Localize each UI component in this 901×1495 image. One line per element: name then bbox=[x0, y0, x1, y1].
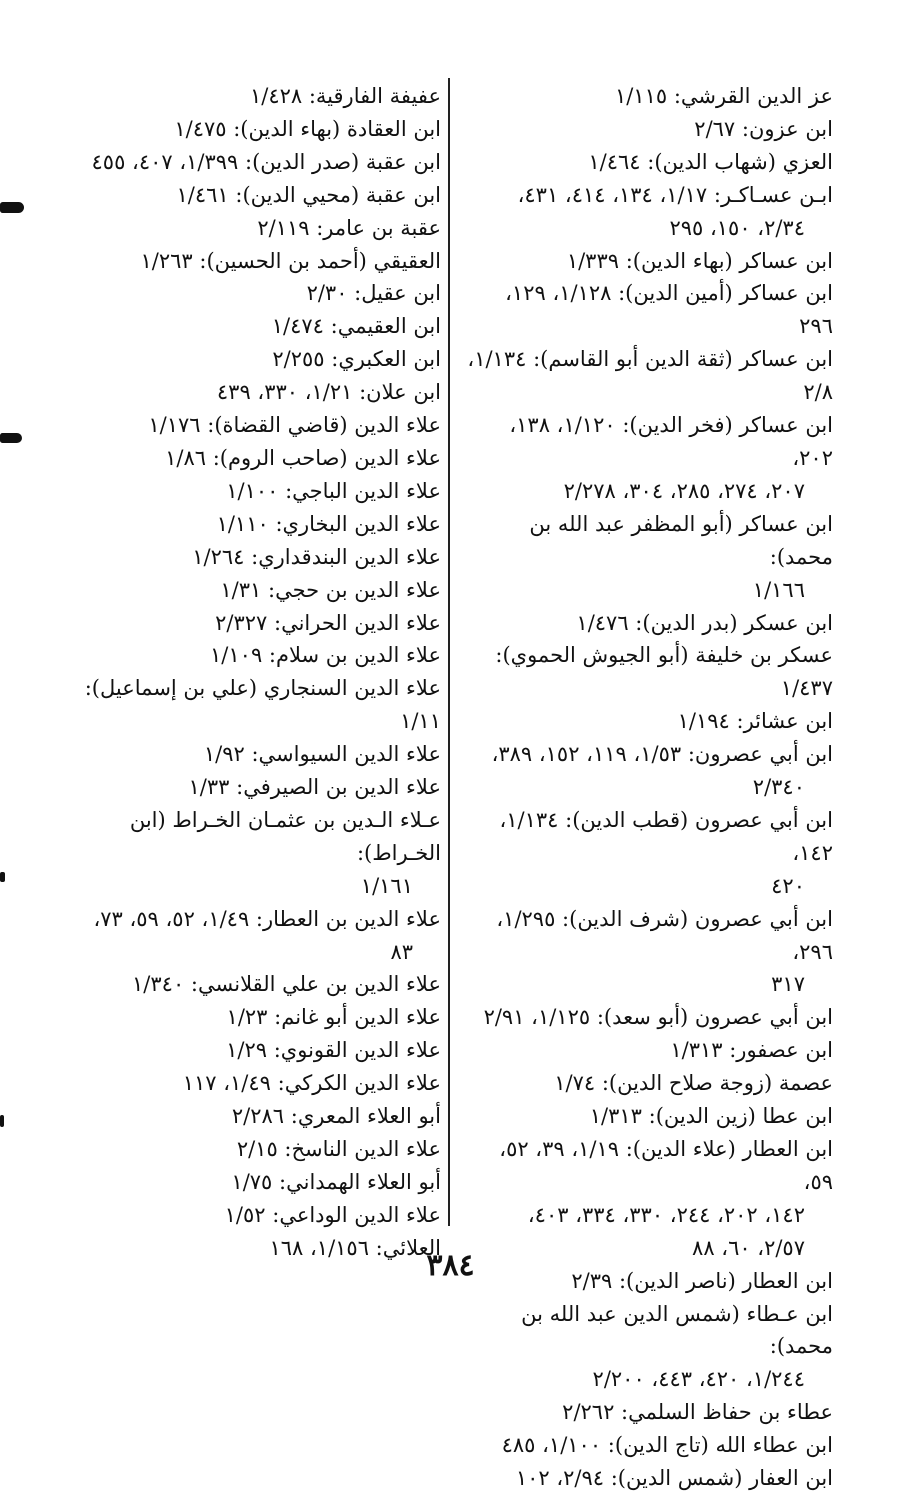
index-entry-text: العلائي: ١/١٥٦، ١٦٨ bbox=[269, 1235, 441, 1260]
index-entry bbox=[465, 409, 833, 508]
index-entry-text: علاء الدين الحراني: ٢/٣٢٧ bbox=[215, 610, 441, 635]
index-entry-text: ابن العطار (علاء الدين): ١/١٩، ٣٩، ٥٢، ٥٩، bbox=[499, 1137, 833, 1194]
index-entry bbox=[76, 771, 441, 804]
index-entry bbox=[76, 310, 441, 343]
index-entry bbox=[76, 541, 441, 574]
index-entry-text: ابن عقبة (محيي الدين): ١/٤٦١ bbox=[176, 182, 441, 207]
index-entry-text: ابن علان: ١/٢١، ٣٣٠، ٤٣٩ bbox=[216, 380, 441, 405]
index-entry-continuation: ١/٢٤٤، ٤٢٠، ٤٤٣، ٢/٢٠٠ bbox=[592, 1367, 805, 1392]
index-entry-text: علاء الدين الباجي: ١/١٠٠ bbox=[226, 478, 441, 503]
index-entry-text: ابن عساكر (أمين الدين): ١/١٢٨، ١٢٩، ٢٩٦ bbox=[505, 281, 833, 339]
index-entry-text: علاء الدين (صاحب الروم): ١/٨٦ bbox=[165, 445, 441, 470]
scan-mark bbox=[0, 872, 5, 882]
index-entry bbox=[465, 903, 833, 1002]
index-entry bbox=[465, 705, 833, 738]
index-entry-text: علاء الدين السنجاري (علي بن إسماعيل): ١/١١ bbox=[84, 676, 441, 734]
index-entry-text: أبو العلاء المعري: ٢/٢٨٦ bbox=[231, 1104, 441, 1129]
index-entry bbox=[76, 277, 441, 310]
index-entry bbox=[465, 277, 833, 343]
scan-mark bbox=[0, 202, 24, 213]
scan-mark bbox=[0, 433, 22, 443]
index-entry bbox=[465, 1462, 833, 1495]
index-entry-text: علاء الدين بن علي القلانسي: ١/٣٤٠ bbox=[132, 972, 441, 997]
column-divider bbox=[448, 78, 450, 1226]
index-entry bbox=[76, 212, 441, 245]
index-entry-text: أبو العلاء الهمداني: ١/٧٥ bbox=[231, 1169, 441, 1194]
index-entry-continuation: ٢٠٧، ٢٧٤، ٢٨٥، ٣٠٤، ٢/٢٧٨ bbox=[563, 478, 805, 503]
index-entry-text: ابن العطار (ناصر الدين): ٢/٣٩ bbox=[571, 1268, 833, 1293]
index-entry bbox=[465, 639, 833, 705]
index-entry-text: العقيقي (أحمد بن الحسين): ١/٢٦٣ bbox=[140, 248, 441, 273]
index-entry bbox=[76, 80, 441, 113]
index-entry-text: عقبة بن عامر: ٢/١١٩ bbox=[257, 215, 441, 240]
index-entry bbox=[76, 738, 441, 771]
index-entry-continuation: ٢/٣٤٠ bbox=[752, 775, 805, 800]
index-entry bbox=[76, 475, 441, 508]
index-entry bbox=[76, 903, 441, 969]
index-entry bbox=[76, 1100, 441, 1133]
index-entry bbox=[465, 1429, 833, 1462]
index-entry bbox=[465, 1100, 833, 1133]
index-entry bbox=[76, 376, 441, 409]
index-entry bbox=[465, 1133, 833, 1265]
index-entry-continuation: ٣١٧ bbox=[771, 972, 805, 997]
scan-mark bbox=[0, 1115, 4, 1127]
index-entry-text: ابن عطا (زين الدين): ١/٣١٣ bbox=[589, 1104, 833, 1129]
index-entry-text: ابن عزون: ٢/٦٧ bbox=[694, 116, 833, 141]
index-entry bbox=[76, 113, 441, 146]
index-entry-text: علاء الدين الوداعي: ١/٥٢ bbox=[224, 1202, 441, 1227]
index-entry bbox=[465, 1067, 833, 1100]
index-entry bbox=[76, 1034, 441, 1067]
index-entry-text: ابن عساكر (ثقة الدين أبو القاسم): ١/١٣٤، ٢/٨ bbox=[467, 347, 833, 405]
index-entry-text: ابن عشائر: ١/١٩٤ bbox=[677, 709, 833, 734]
index-entry bbox=[76, 409, 441, 442]
index-entry-text: ابن عساكر (أبو المظفر عبد الله بن محمد): bbox=[529, 511, 833, 569]
index-entry-text: علاء الدين القونوي: ١/٢٩ bbox=[226, 1038, 441, 1063]
index-entry bbox=[465, 1298, 833, 1397]
index-entry-text: ابن عـطاء (شمس الدين عبد الله بن محمد): bbox=[521, 1301, 833, 1359]
index-entry-text: ابن عسكر (بدر الدين): ١/٤٧٦ bbox=[576, 610, 833, 635]
index-entry-text: ابن عقيل: ٢/٣٠ bbox=[306, 281, 441, 306]
index-entry-text: ابن العقيمي: ١/٤٧٤ bbox=[271, 314, 441, 339]
index-entry-text: علاء الدين بن العطار: ١/٤٩، ٥٢، ٥٩، ٧٣، bbox=[93, 906, 441, 931]
index-entry-continuation: ١٤٢، ٢٠٢، ٢٤٤، ٣٣٠، ٣٣٤، ٤٠٣، bbox=[527, 1202, 805, 1227]
index-entry-text: علاء الدين (قاضي القضاة): ١/١٧٦ bbox=[148, 413, 441, 438]
index-entry-continuation: ٤٢٠ bbox=[771, 873, 805, 898]
index-entry bbox=[76, 442, 441, 475]
index-entry-text: علاء الدين بن الصيرفي: ١/٣٣ bbox=[188, 775, 441, 800]
index-entry-text: ابن عقبة (صدر الدين): ١/٣٩٩، ٤٠٧، ٤٥٥ bbox=[91, 149, 441, 174]
index-entry bbox=[76, 639, 441, 672]
index-entry bbox=[76, 607, 441, 640]
index-entry-continuation: ١/١٦١ bbox=[360, 873, 413, 898]
index-entry-text: علاء الدين الناسخ: ٢/١٥ bbox=[236, 1137, 441, 1161]
index-entry-continuation: ٨٣ bbox=[390, 939, 413, 964]
index-entry-text: عصمة (زوجة صلاح الدين): ١/٧٤ bbox=[554, 1071, 833, 1096]
index-entry bbox=[465, 179, 833, 245]
index-entry bbox=[465, 343, 833, 409]
index-entry-text: ابن عساكر (فخر الدين): ١/١٢٠، ١٣٨، ٢٠٢، bbox=[509, 413, 833, 470]
index-entry-text: ابن أبي عصرون (قطب الدين): ١/١٣٤، ١٤٢، bbox=[499, 807, 833, 865]
index-entry-text: عز الدين القرشي: ١/١١٥ bbox=[614, 84, 833, 108]
index-entry bbox=[465, 80, 833, 113]
index-entry bbox=[465, 1001, 833, 1034]
index-entry bbox=[465, 113, 833, 146]
index-entry bbox=[465, 1396, 833, 1429]
index-entry bbox=[465, 508, 833, 607]
index-entry-text: ابـن عسـاكـر: ١/١٧، ١٣٤، ٤١٤، ٤٣١، bbox=[517, 182, 833, 207]
page-number: ٣٨٤ bbox=[426, 1248, 475, 1283]
index-entry bbox=[76, 179, 441, 212]
index-entry-text: ابن عطاء الله (تاج الدين): ١/١٠٠، ٤٨٥ bbox=[501, 1433, 833, 1458]
index-entry-continuation: ١/١٦٦ bbox=[752, 577, 805, 602]
index-entry bbox=[76, 1067, 441, 1100]
index-entry-text: علاء الدين البخاري: ١/١١٠ bbox=[216, 511, 441, 536]
index-entry-text: عطاء بن حفاظ السلمي: ٢/٢٦٢ bbox=[562, 1400, 833, 1425]
index-entry bbox=[465, 245, 833, 278]
index-column-left bbox=[76, 80, 441, 1265]
index-entry-text: عـلاء الـدين بن عثمـان الخـراط (ابن الخـراط): bbox=[129, 807, 441, 865]
index-entry-text: ابن أبي عصرون: ١/٥٣، ١١٩، ١٥٢، ٣٨٩، bbox=[491, 742, 833, 767]
index-entry-text: ابن عساكر (بهاء الدين): ١/٣٣٩ bbox=[566, 248, 833, 273]
index-entry-text: عفيفة الفارقية: ١/٤٢٨ bbox=[249, 84, 441, 108]
index-entry bbox=[76, 672, 441, 738]
index-entry-text: ابن العفار (شمس الدين): ٢/٩٤، ١٠٢ bbox=[515, 1466, 833, 1491]
index-entry bbox=[76, 1001, 441, 1034]
index-entry bbox=[76, 968, 441, 1001]
index-entry bbox=[76, 146, 441, 179]
index-entry-continuation: ٢/٥٧، ٦٠، ٨٨ bbox=[692, 1235, 805, 1260]
index-entry-text: ابن عصفور: ١/٣١٣ bbox=[670, 1038, 833, 1063]
index-entry bbox=[76, 804, 441, 903]
index-entry-text: ابن العكبري: ٢/٢٥٥ bbox=[272, 347, 441, 372]
index-entry-text: علاء الدين بن حجي: ١/٣١ bbox=[220, 577, 441, 602]
index-entry bbox=[76, 245, 441, 278]
index-entry-text: علاء الدين الكركي: ١/٤٩، ١١٧ bbox=[182, 1071, 441, 1096]
index-entry bbox=[76, 343, 441, 376]
index-entry bbox=[465, 1034, 833, 1067]
index-entry-text: ابن أبي عصرون (أبو سعد): ١/١٢٥، ٢/٩١ bbox=[483, 1005, 833, 1030]
index-entry bbox=[76, 1133, 441, 1166]
index-entry-text: علاء الدين أبو غانم: ١/٢٣ bbox=[226, 1005, 441, 1030]
index-entry bbox=[465, 804, 833, 903]
index-entry bbox=[465, 607, 833, 640]
index-entry bbox=[76, 1166, 441, 1199]
index-entry-text: العزي (شهاب الدين): ١/٤٦٤ bbox=[588, 149, 833, 174]
index-entry-text: ابن العقادة (بهاء الدين): ١/٤٧٥ bbox=[174, 116, 441, 141]
index-entry-continuation: ٢/٣٤، ١٥٠، ٢٩٥ bbox=[669, 215, 805, 240]
index-entry-text: عسكر بن خليفة (أبو الجيوش الحموي): ١/٤٣٧ bbox=[495, 643, 833, 701]
index-entry-text: ابن أبي عصرون (شرف الدين): ١/٢٩٥، ٢٩٦، bbox=[496, 906, 833, 964]
index-entry-text: علاء الدين السيواسي: ١/٩٢ bbox=[203, 742, 441, 767]
index-entry bbox=[465, 146, 833, 179]
index-entry-text: علاء الدين بن سلام: ١/١٠٩ bbox=[210, 643, 441, 668]
index-entry bbox=[76, 508, 441, 541]
index-entry bbox=[465, 738, 833, 804]
index-entry bbox=[76, 574, 441, 607]
index-entry-text: علاء الدين البندقداري: ١/٢٦٤ bbox=[192, 544, 441, 569]
index-entry bbox=[76, 1199, 441, 1232]
